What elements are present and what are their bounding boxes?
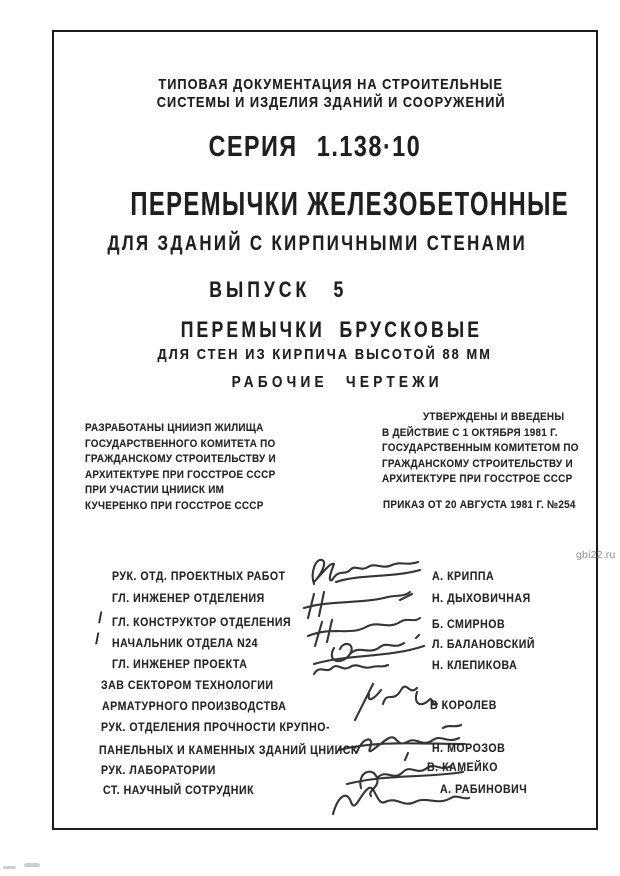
signatory-position: РУК. ЛАБОРАТОРИИ bbox=[101, 763, 216, 777]
signatory-position: АРМАТУРНОГО ПРОИЗВОДСТВА bbox=[102, 699, 287, 713]
signatory-name: Н. МОРОЗОВ bbox=[432, 741, 506, 755]
developed-line: ГРАЖДАНСКОМУ СТРОИТЕЛЬСТВУ И bbox=[85, 453, 276, 466]
scan-artifact bbox=[24, 863, 40, 867]
section-title: ПЕРЕМЫЧКИ БРУСКОВЫЕ bbox=[180, 317, 482, 342]
developed-line: ПРИ УЧАСТИИ ЦНИИСК ИМ bbox=[85, 484, 225, 497]
signatory-name: В КОРОЛЕВ bbox=[430, 698, 497, 712]
issue-number: ВЫПУСК 5 bbox=[208, 277, 348, 302]
series-number: СЕРИЯ 1.138·10 bbox=[208, 131, 422, 163]
signatory-name: Н. ДЫХОВИЧНАЯ bbox=[432, 591, 531, 605]
signature-scribble bbox=[339, 725, 465, 752]
signatures-lower-cluster bbox=[325, 676, 475, 818]
signatory-position: СТ. НАУЧНЫЙ СОТРУДНИК bbox=[103, 783, 255, 797]
signatory-position: НАЧАЛЬНИК ОТДЕЛА N24 bbox=[112, 636, 259, 650]
signature-scribble bbox=[314, 635, 424, 664]
signatory-name: Л. БАЛАНОВСКИЙ bbox=[432, 637, 535, 651]
approved-line: УТВЕРЖДЕНЫ И ВВЕДЕНЫ bbox=[423, 411, 565, 423]
approved-line: В ДЕЙСТВИЕ С 1 ОКТЯБРЯ 1981 Г. bbox=[382, 426, 558, 439]
signature-scribble bbox=[333, 788, 469, 814]
signatory-position: ГЛ. ИНЖЕНЕР ОТДЕЛЕНИЯ bbox=[112, 591, 265, 605]
approved-line: АРХИТЕКТУРЕ ПРИ ГОССТРОЕ СССР bbox=[382, 473, 573, 486]
slash-mark: / bbox=[98, 610, 103, 627]
signature-scribble bbox=[313, 560, 420, 584]
signatory-position: РУК. ОТД. ПРОЕКТНЫХ РАБОТ bbox=[112, 569, 286, 583]
main-subtitle: ДЛЯ ЗДАНИЙ С КИРПИЧНЫМИ СТЕНАМИ bbox=[107, 232, 527, 255]
signature-scribble bbox=[308, 618, 420, 646]
signatory-name: Б. СМИРНОВ bbox=[432, 617, 506, 631]
approved-by-block bbox=[382, 410, 601, 488]
signatory-name: А. КРИППА bbox=[432, 569, 495, 583]
developed-line: ГОСУДАРСТВЕННОГО КОМИТЕТА ПО bbox=[85, 437, 276, 450]
header-line-2: СИСТЕМЫ И ИЗДЕЛИЯ ЗДАНИЙ И СООРУЖЕНИЙ bbox=[156, 94, 506, 111]
signature-scribble bbox=[314, 665, 388, 674]
slash-mark: / bbox=[95, 631, 100, 648]
signature-scribble bbox=[347, 753, 463, 796]
developed-line: РАЗРАБОТАНЫ ЦНИИЭП ЖИЛИЩА bbox=[85, 422, 264, 434]
watermark-text: gbi22.ru bbox=[576, 549, 616, 561]
signatory-position: ПАНЕЛЬНЫХ И КАМЕННЫХ ЗДАНИЙ ЦНИИСК bbox=[99, 743, 358, 757]
developed-line: АРХИТЕКТУРЕ ПРИ ГОССТРОЕ СССР bbox=[85, 468, 276, 481]
approved-line: ГОСУДАРСТВЕННЫМ КОМИТЕТОМ ПО bbox=[382, 442, 579, 455]
signatory-name: А. РАБИНОВИЧ bbox=[440, 782, 528, 796]
signature-scribble bbox=[355, 684, 437, 720]
doc-type-label: РАБОЧИЕ ЧЕРТЕЖИ bbox=[231, 374, 443, 391]
signatory-position: РУК. ОТДЕЛЕНИЯ ПРОЧНОСТИ КРУПНО- bbox=[101, 720, 331, 734]
scan-artifact bbox=[3, 866, 16, 869]
main-title: ПЕРЕМЫЧКИ ЖЕЛЕЗОБЕТОННЫЕ bbox=[130, 185, 570, 222]
section-subtitle: ДЛЯ СТЕН ИЗ КИРПИЧА ВЫСОТОЙ 88 ММ bbox=[157, 346, 493, 363]
signatures-upper-cluster bbox=[300, 550, 435, 682]
order-line: ПРИКАЗ ОТ 20 АВГУСТА 1981 Г. №254 bbox=[383, 499, 576, 511]
signatory-position: ЗАВ СЕКТОРОМ ТЕХНОЛОГИИ bbox=[101, 678, 274, 692]
header-line-1: ТИПОВАЯ ДОКУМЕНТАЦИЯ НА СТРОИТЕЛЬНЫЕ bbox=[158, 76, 504, 93]
developed-line: КУЧЕРЕНКО ПРИ ГОССТРОЕ СССР bbox=[85, 499, 264, 512]
signature-scribble bbox=[304, 592, 412, 618]
signatory-position: ГЛ. ИНЖЕНЕР ПРОЕКТА bbox=[112, 657, 248, 671]
signatory-name: В. КАМЕЙКО bbox=[427, 760, 498, 774]
signatory-name: Н. КЛЕПИКОВА bbox=[432, 658, 518, 672]
developed-by-block bbox=[85, 421, 297, 515]
approved-line: ГРАЖДАНСКОМУ СТРОИТЕЛЬСТВУ И bbox=[382, 457, 573, 470]
signatory-position: ГЛ. КОНСТРУКТОР ОТДЕЛЕНИЯ bbox=[112, 615, 292, 629]
